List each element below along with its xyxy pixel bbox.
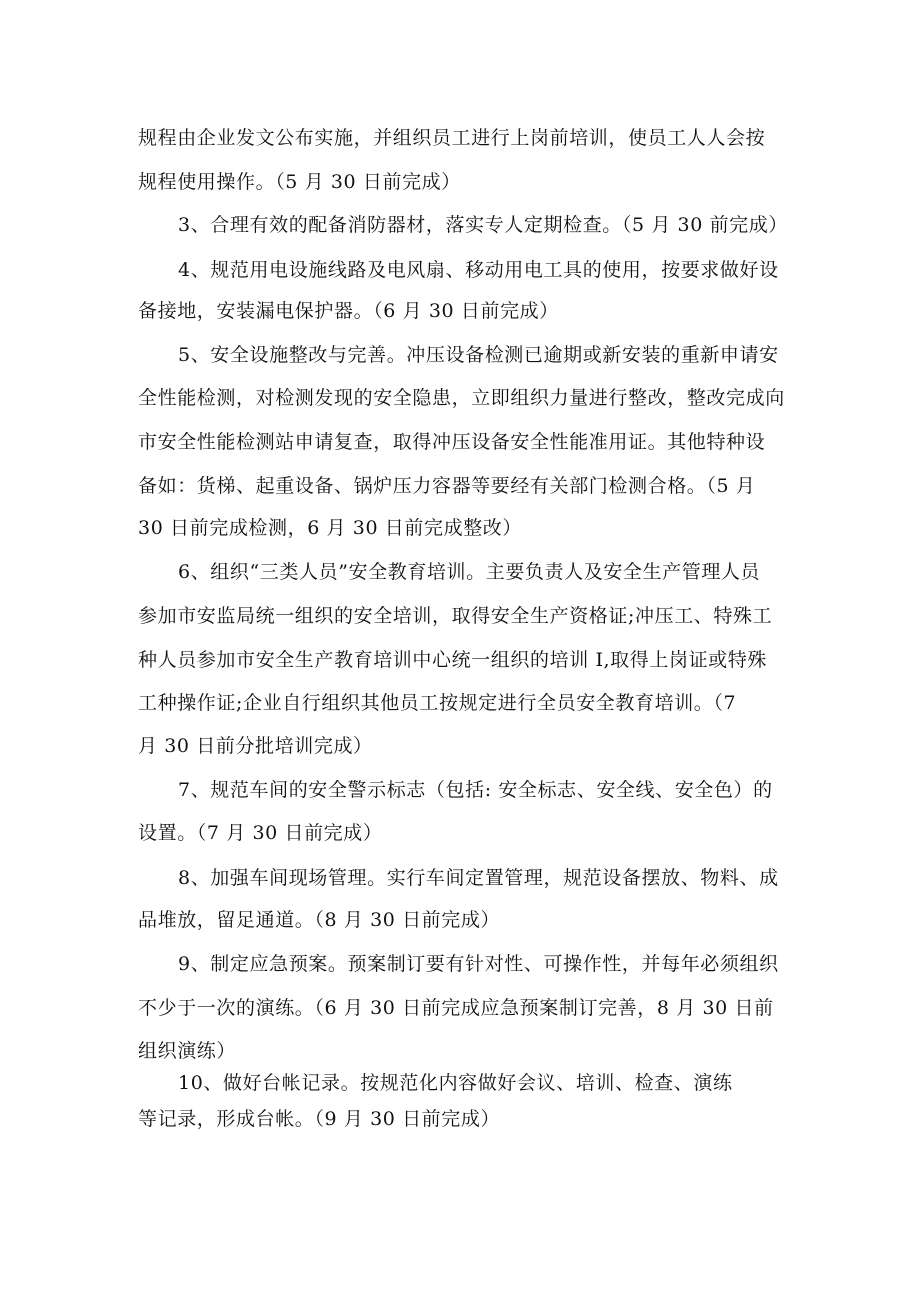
- item-5-line: 5、安全设施整改与完善。冲压设备检测已逾期或新安装的重新申请安: [178, 344, 779, 366]
- text-line: 不少于一次的演练。（6 月 30 日前完成应急预案制订完善，8 月 30 日前: [138, 997, 774, 1019]
- item-8-line: 8、加强车间现场管理。实行车间定置管理，规范设备摆放、物料、成: [178, 867, 779, 889]
- text-line: 规程使用操作。（5 月 30 日前完成）: [138, 171, 461, 193]
- text-line: 工种操作证;企业自行组织其他员工按规定进行全员安全教育培训。（7: [138, 692, 737, 714]
- item-9-line: 9、制定应急预案。预案制订要有针对性、可操作性，并每年必须组织: [178, 953, 779, 975]
- item-10-line: 10、做好台帐记录。按规范化内容做好会议、培训、检查、演练: [178, 1072, 733, 1094]
- item-4-line: 4、规范用电设施线路及电风扇、移动用电工具的使用，按要求做好设: [178, 259, 779, 281]
- text-line: 全性能检测，对检测发现的安全隐患，立即组织力量进行整改，整改完成向: [138, 387, 785, 409]
- text-line: 设置。（7 月 30 日前完成）: [138, 822, 383, 844]
- text-line: 备如：货梯、起重设备、锅炉压力容器等要经有关部门检测合格。（5 月: [138, 475, 756, 497]
- text-line: 月 30 日前分批培训完成）: [138, 735, 373, 757]
- text-line: 种人员参加市安全生产教育培训中心统一组织的培训 I,取得上岗证或特殊: [138, 649, 767, 671]
- text-line: 市安全性能检测站申请复查，取得冲压设备安全性能准用证。其他特种设: [138, 431, 766, 453]
- text-line: 组织演练）: [138, 1040, 237, 1062]
- text-line: 规程由企业发文公布实施，并组织员工进行上岗前培训，使员工人人会按: [138, 127, 766, 149]
- item-3-line: 3、合理有效的配备消防器材，落实专人定期检查。（5 月 30 前完成）: [178, 214, 788, 236]
- text-line: 备接地，安装漏电保护器。（6 月 30 日前完成）: [138, 300, 559, 322]
- text-line: 等记录，形成台帐。（9 月 30 日前完成）: [138, 1108, 501, 1130]
- text-line: 品堆放，留足通道。（8 月 30 日前完成）: [138, 909, 501, 931]
- text-line: 30 日前完成检测，6 月 30 日前完成整改）: [138, 517, 523, 539]
- text-line: 参加市安监局统一组织的安全培训，取得安全生产资格证;冲压工、特殊工: [138, 605, 773, 627]
- item-6-line: 6、组织“三类人员”安全教育培训。主要负责人及安全生产管理人员: [178, 561, 761, 583]
- item-7-line: 7、规范车间的安全警示标志（包括: 安全标志、安全线、安全色）的: [178, 779, 773, 801]
